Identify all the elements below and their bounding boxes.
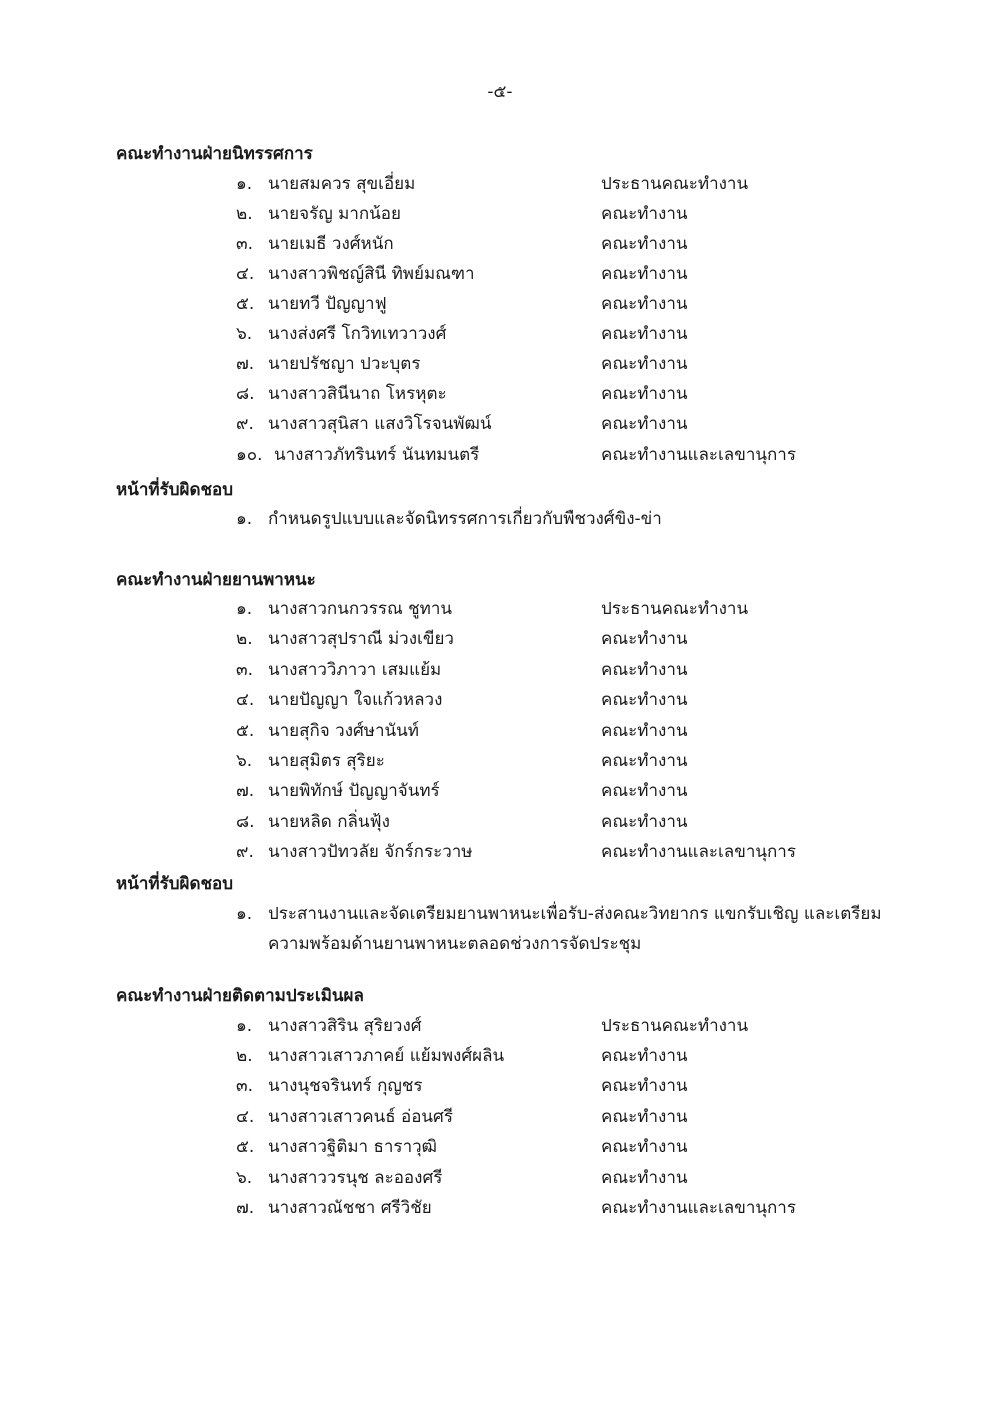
member-role: คณะทำงาน (601, 1076, 688, 1096)
member-name: นายปรัชญา ปวะบุตร (268, 354, 421, 374)
member-number: ๘. (236, 384, 255, 404)
member-number: ๕. (236, 1137, 255, 1157)
member-role: คณะทำงาน (601, 629, 688, 649)
member-role: คณะทำงาน (601, 294, 688, 314)
member-number: ๗. (236, 354, 255, 374)
member-name: นางสาวสุปราณี ม่วงเขียว (268, 629, 454, 649)
member-number: ๓. (236, 234, 254, 254)
duty-text: กำหนดรูปแบบและจัดนิทรรศการเกี่ยวกับพืชวงศ์ขิง-ข่า (268, 509, 662, 529)
member-role: คณะทำงาน (601, 812, 688, 832)
duty-text-continued: ความพร้อมด้านยานพาหนะตลอดช่วงการจัดประชุม (268, 934, 642, 954)
member-role: คณะทำงาน (601, 1046, 688, 1066)
member-role: ประธานคณะทำงาน (601, 174, 749, 194)
member-number: ๒. (236, 1046, 253, 1066)
member-number: ๔. (236, 1107, 255, 1127)
member-name: นางสาววิภาวา เสมแย้ม (268, 660, 442, 680)
page-number: -๕- (487, 82, 513, 102)
member-role: คณะทำงาน (601, 781, 688, 801)
member-role: คณะทำงาน (601, 204, 688, 224)
member-name: นายจรัญ มากน้อย (268, 204, 401, 224)
duty-text: ประสานงานและจัดเตรียมยานพาหนะเพื่อรับ-ส่งคณะวิทยากร แขกรับเชิญ และเตรียม (268, 904, 882, 924)
member-role: คณะทำงาน (601, 354, 688, 374)
member-name: นางสาวสุนิสา แสงวิโรจนพัฒน์ (268, 414, 492, 434)
member-number: ๑๐. (236, 445, 263, 465)
member-number: ๑. (236, 599, 253, 619)
member-name: นายปัญญา ใจแก้วหลวง (268, 690, 443, 710)
member-name: นางสาวฐิติมา ธาราวุฒิ (268, 1137, 438, 1157)
member-number: ๗. (236, 1198, 255, 1218)
member-name: นางส่งศรี โกวิทเทวาวงศ์ (268, 324, 447, 344)
member-role: คณะทำงาน (601, 234, 688, 254)
member-role: คณะทำงาน (601, 721, 688, 741)
member-number: ๖. (236, 1168, 253, 1188)
member-number: ๙. (236, 414, 254, 434)
member-number: ๒. (236, 629, 253, 649)
member-role: คณะทำงาน (601, 690, 688, 710)
member-number: ๕. (236, 721, 255, 741)
member-name: นางสาวภัทรินทร์ นันทมนตรี (274, 445, 480, 465)
member-name: นางสาวเสาวคนธ์ อ่อนศรี (268, 1107, 453, 1127)
member-number: ๔. (236, 264, 255, 284)
member-role: ประธานคณะทำงาน (601, 599, 749, 619)
member-name: นางสาวปัทวลัย จักร์กระวาษ (268, 842, 473, 862)
member-number: ๕. (236, 294, 255, 314)
duty-number: ๑. (236, 509, 253, 529)
member-name: นายสมควร สุขเอี่ยม (268, 174, 416, 194)
member-role: คณะทำงาน (601, 1107, 688, 1127)
member-role: คณะทำงาน (601, 1137, 688, 1157)
member-number: ๖. (236, 324, 253, 344)
member-role: คณะทำงาน (601, 1168, 688, 1188)
member-role: คณะทำงานและเลขานุการ (601, 842, 796, 862)
member-role: คณะทำงานและเลขานุการ (601, 445, 796, 465)
section-heading-vehicles: คณะทำงานฝ่ายยานพาหนะ (116, 570, 316, 590)
member-role: คณะทำงาน (601, 751, 688, 771)
member-name: นางสาวสิริน สุริยวงศ์ (268, 1016, 422, 1036)
member-role: ประธานคณะทำงาน (601, 1016, 749, 1036)
member-name: นางนุชจรินทร์ กุญชร (268, 1076, 423, 1096)
member-name: นางสาวสินีนาถ โหรหุตะ (268, 384, 447, 404)
member-name: นางสาวพิชญ์สินี ทิพย์มณฑา (268, 264, 475, 284)
member-number: ๘. (236, 812, 255, 832)
section-heading-evaluation: คณะทำงานฝ่ายติดตามประเมินผล (116, 986, 364, 1006)
member-role: คณะทำงาน (601, 660, 688, 680)
duty-heading: หน้าที่รับผิดชอบ (116, 874, 234, 894)
member-name: นายสุกิจ วงศ์ษานันท์ (268, 721, 419, 741)
member-number: ๔. (236, 690, 255, 710)
member-role: คณะทำงาน (601, 384, 688, 404)
member-name: นางสาวกนกวรรณ ชูทาน (268, 599, 453, 619)
member-name: นายทวี ปัญญาฟู (268, 294, 387, 314)
member-name: นางสาวณัชชา ศรีวิชัย (268, 1198, 432, 1218)
member-number: ๒. (236, 204, 253, 224)
member-number: ๖. (236, 751, 253, 771)
member-name: นางสาวเสาวภาคย์ แย้มพงศ์ผลิน (268, 1046, 505, 1066)
duty-number: ๑. (236, 904, 253, 924)
member-role: คณะทำงาน (601, 414, 688, 434)
member-name: นายพิทักษ์ ปัญญาจันทร์ (268, 781, 440, 801)
member-name: นายสุมิตร สุริยะ (268, 751, 385, 771)
member-number: ๑. (236, 1016, 253, 1036)
member-role: คณะทำงาน (601, 324, 688, 344)
section-heading-exhibition: คณะทำงานฝ่ายนิทรรศการ (116, 144, 313, 164)
member-name: นายหลิด กลิ่นฟุ้ง (268, 812, 390, 832)
member-number: ๙. (236, 842, 254, 862)
member-role: คณะทำงานและเลขานุการ (601, 1198, 796, 1218)
member-number: ๓. (236, 660, 254, 680)
duty-heading: หน้าที่รับผิดชอบ (116, 480, 234, 500)
member-name: นางสาววรนุช ละอองศรี (268, 1168, 443, 1188)
member-role: คณะทำงาน (601, 264, 688, 284)
member-name: นายเมธี วงศ์หนัก (268, 234, 394, 254)
member-number: ๓. (236, 1076, 254, 1096)
member-number: ๑. (236, 174, 253, 194)
member-number: ๗. (236, 781, 255, 801)
